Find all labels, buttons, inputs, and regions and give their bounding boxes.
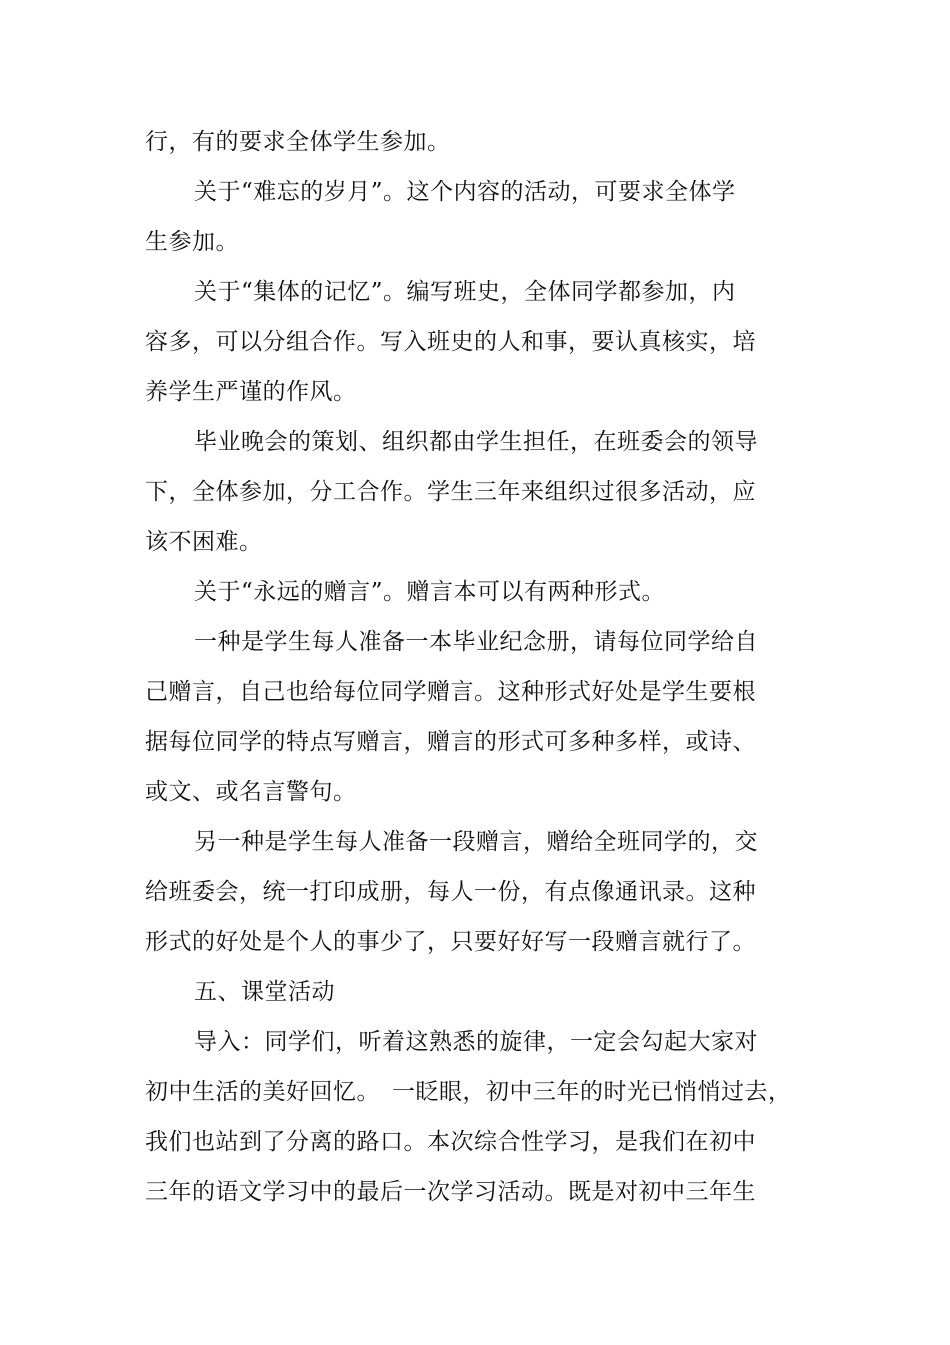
text-line: 给班委会，统一打印成册，每人一份，有点像通讯录。这种 (145, 879, 756, 905)
text-line: 该不困难。 (145, 529, 263, 555)
text-line: 下，全体参加，分工合作。学生三年来组织过很多活动，应 (145, 479, 756, 505)
text-line: 导入：同学们，听着这熟悉的旋律，一定会勾起大家对 (194, 1029, 758, 1055)
text-line: 容多，可以分组合作。写入班史的人和事，要认真核实，培 (145, 329, 756, 355)
text-line: 三年的语文学习中的最后一次学习活动。既是对初中三年生 (145, 1179, 756, 1205)
text-line: 关于“永远的赠言”。赠言本可以有两种形式。 (194, 579, 666, 605)
text-line: 关于“集体的记忆”。编写班史，全体同学都参加，内 (194, 279, 736, 305)
text-line: 生参加。 (145, 229, 239, 255)
text-line: 据每位同学的特点写赠言，赠言的形式可多种多样，或诗、 (145, 729, 756, 755)
text-line: 养学生严谨的作风。 (145, 379, 357, 405)
text-line: 毕业晚会的策划、组织都由学生担任，在班委会的领导 (194, 429, 758, 455)
text-line: 或文、或名言警句。 (145, 779, 357, 805)
text-line: 行，有的要求全体学生参加。 (145, 129, 451, 155)
text-line: 另一种是学生每人准备一段赠言，赠给全班同学的，交 (194, 829, 758, 855)
section-heading: 五、课堂活动 (194, 979, 335, 1005)
text-line: 关于“难忘的岁月”。这个内容的活动，可要求全体学 (194, 179, 736, 205)
text-line: 初中生活的美好回忆。 一眨眼，初中三年的时光已悄悄过去， (145, 1079, 792, 1105)
text-line: 己赠言，自己也给每位同学赠言。这种形式好处是学生要根 (145, 679, 756, 705)
text-line: 我们也站到了分离的路口。本次综合性学习，是我们在初中 (145, 1129, 756, 1155)
text-line: 形式的好处是个人的事少了，只要好好写一段赠言就行了。 (145, 929, 756, 955)
text-line: 一种是学生每人准备一本毕业纪念册，请每位同学给自 (194, 629, 758, 655)
